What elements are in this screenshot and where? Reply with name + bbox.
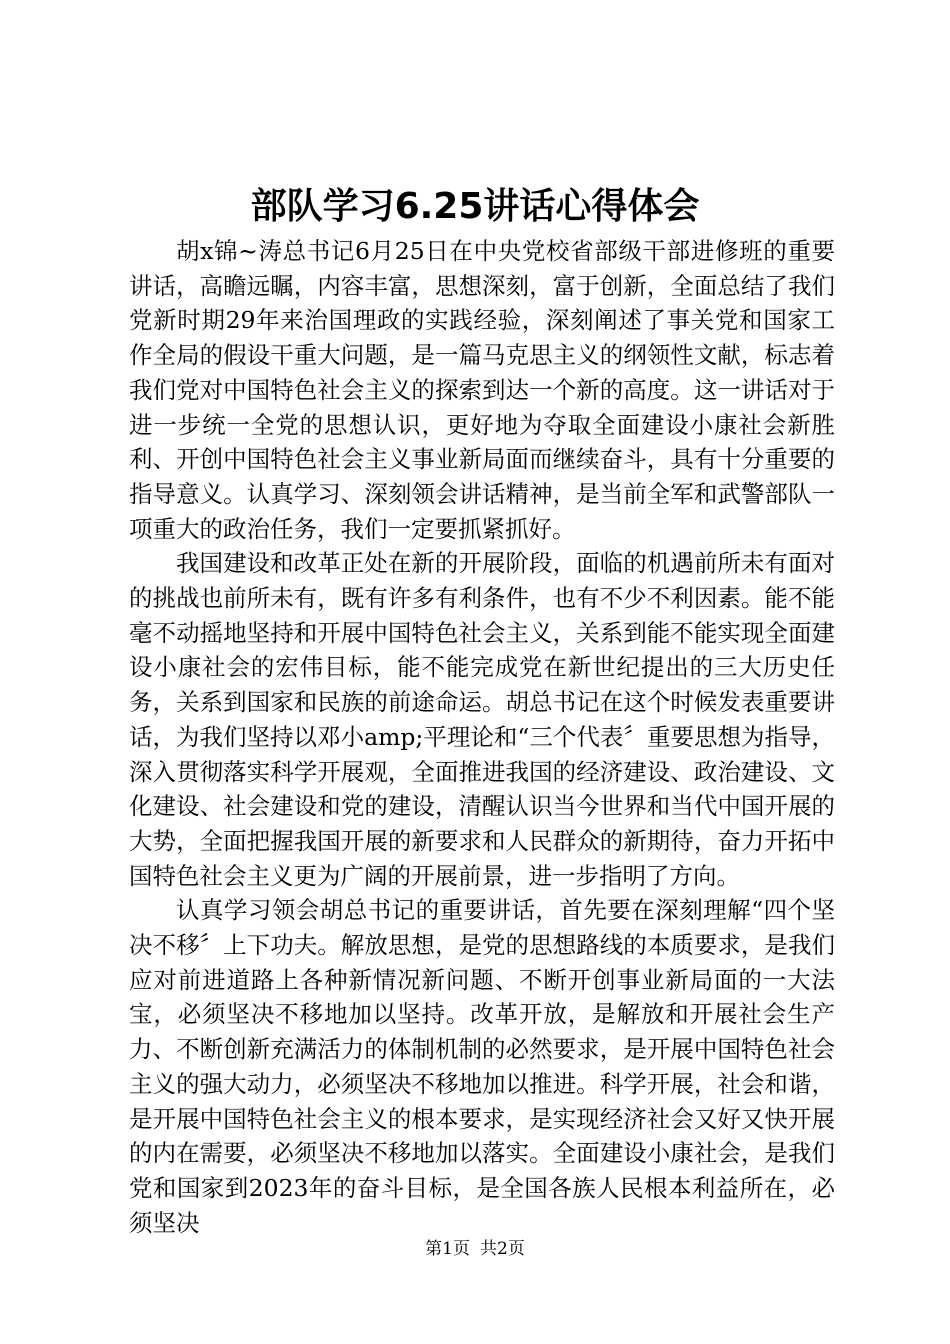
page-number: 第1页	[425, 1239, 470, 1259]
paragraph-3: 认真学习领会胡总书记的重要讲话，首先要在深刻理解“四个坚决不移〞上下功夫。解放思想，是党的思想路线的本质要求，是我们应对前进道路上各种新情况新问题、不断开创事业新局面的一大法宝，必须坚决不移地加以坚持。改革开放，是解放和开展社会生产力、不断创新充满活力的体制机制的必然要求，是开展中国特色社会主义的强大动力，必须坚决不移地加以推进。科学开展，社会和谐，是开展中国特色社会主义的根本要求，是实现经济社会又好又快开展的内在需要，必须坚决不移地加以落实。全面建设小康社会，是我们党和国家到2023年的奋斗目标，是全国各族人民根本利益所在，必须坚决	[129, 896, 835, 1237]
document-body	[129, 234, 835, 1240]
document-title: 部队学习6.25讲话心得体会	[250, 186, 700, 227]
page-total: 共2页	[480, 1239, 525, 1259]
paragraph-1: 胡x锦~涛总书记6月25日在中央党校省部级干部进修班的重要讲话，高瞻远瞩，内容丰富，思想深刻，富于创新，全面总结了我们党新时期29年来治国理政的实践经验，深刻阐述了事关党和国家工作全局的假设干重大问题，是一篇马克思主义的纲领性文献，标志着我们党对中国特色社会主义的探索到达一个新的高度。这一讲话对于进一步统一全党的思想认识，更好地为夺取全面建设小康社会新胜利、开创中国特色社会主义事业新局面而继续奋斗，具有十分重要的指导意义。认真学习、深刻领会讲话精神，是当前全军和武警部队一项重大的政治任务，我们一定要抓紧抓好。	[129, 237, 835, 543]
paragraph-2: 我国建设和改革正处在新的开展阶段，面临的机遇前所未有面对的挑战也前所未有，既有许多有利条件，也有不少不利因素。能不能毫不动摇地坚持和开展中国特色社会主义，关系到能不能实现全面建设小康社会的宏伟目标，能不能完成党在新世纪提出的三大历史任务，关系到国家和民族的前途命运。胡总书记在这个时候发表重要讲话，为我们坚持以邓小amp;平理论和“三个代表〞重要思想为指导，深入贯彻落实科学开展观，全面推进我国的经济建设、政治建设、文化建设、社会建设和党的建设，清醒认识当今世界和当代中国开展的大势，全面把握我国开展的新要求和人民群众的新期待，奋力开拓中国特色社会主义更为广阔的开展前景，进一步指明了方向。	[129, 549, 835, 890]
page-footer	[0, 1238, 950, 1260]
